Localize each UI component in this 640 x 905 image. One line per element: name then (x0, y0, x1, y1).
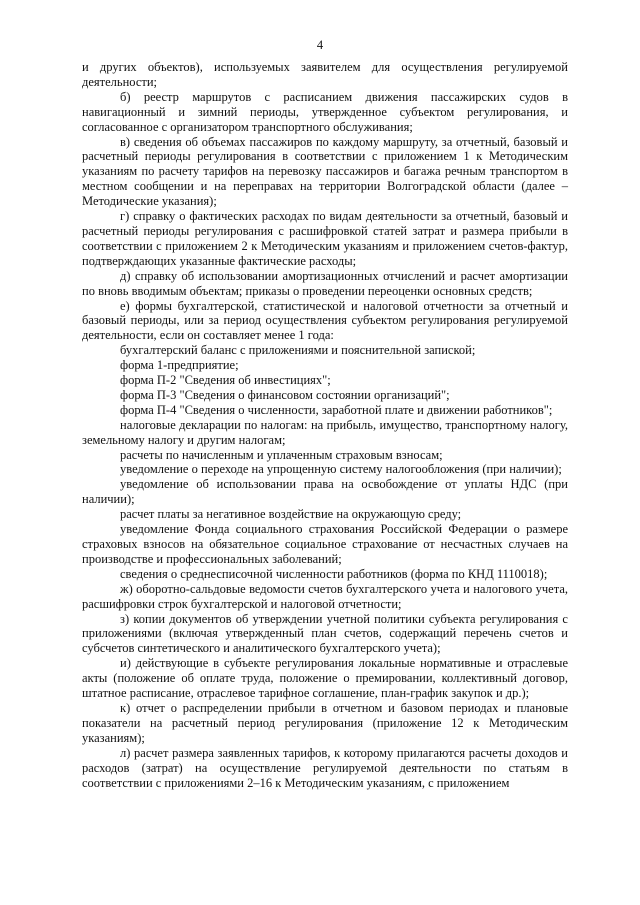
paragraph: уведомление об использовании права на освобождение от уплаты НДС (при наличии); (82, 477, 568, 507)
document-body (82, 60, 568, 790)
paragraph: форма П-2 "Сведения об инвестициях"; (120, 373, 331, 388)
paragraph: налоговые декларации по налогам: на прибыль, имущество, транспортному налогу, земельному налогу и другим налогам; (82, 417, 568, 447)
paragraph: расчеты по начисленным и уплаченным страховым взносам; (120, 447, 443, 462)
paragraph: сведения о среднесписочной численности работников (форма по КНД 1110018); (120, 566, 548, 581)
paragraph: и других объектов), используемых заявителем для осуществления регулируемой деятельности; (82, 60, 568, 89)
paragraph: г) справку о фактических расходах по видам деятельности за отчетный, базовый и расчетный периоды регулирования с расшифровкой статей затрат и размера прибыли в соответствии с приложением 2 к Методическим указаниям и приложением счетов-фактур, подтверждающих указанные фактические расходы; (82, 209, 568, 268)
paragraph: к) отчет о распределении прибыли в отчетном и базовом периодах и плановые показатели на расчетный период регулирования (приложение 12 к Методическим указаниям); (82, 700, 568, 745)
page-number: 4 (316, 38, 324, 52)
paragraph: з) копии документов об утверждении учетной политики субъекта регулирования с приложениями (включая утвержденный план счетов, содержащий перечень счетов и субсчетов синтетического и аналитического бухгалтерского учета); (82, 611, 568, 656)
paragraph: форма П-3 "Сведения о финансовом состоянии организаций"; (120, 387, 450, 402)
paragraph: л) расчет размера заявленных тарифов, к которому прилагаются расчеты доходов и расходов (затрат) на осуществление регулируемой деятельности по статьям в соответствии с приложениями 2–16 к Методическим указаниям, с приложением (82, 745, 568, 790)
paragraph: уведомление Фонда социального страхования Российской Федерации о размере страховых взносов на обязательное социальное страхование от несчастных случаев на производстве и профессиональных заболеваний; (82, 522, 568, 566)
paragraph: уведомление о переходе на упрощенную систему налогообложения (при наличии); (120, 462, 562, 477)
paragraph: и) действующие в субъекте регулирования локальные нормативные и отраслевые акты (положение об оплате труда, положение о премировании, коллективный договор, штатное расписание, отраслевое тарифное соглашение, план-график закупок и др.); (82, 656, 568, 701)
paragraph: д) справку об использовании амортизационных отчислений и расчет амортизации по вновь вводимым объектам; приказы о проведении переоценки основных средств; (82, 268, 568, 298)
paragraph: форма 1-предприятие; (120, 358, 239, 373)
paragraph: в) сведения об объемах пассажиров по каждому маршруту, за отчетный, базовый и расчетный периоды регулирования в соответствии с приложением 1 к Методическим указаниям по расчету тарифов на перевозку пассажиров и багажа речным транспортом в местном сообщении и на переправах на территории Волгоградской области (далее – Методические указания); (82, 134, 568, 209)
paragraph: бухгалтерский баланс с приложениями и пояснительной запиской; (120, 343, 476, 358)
paragraph: е) формы бухгалтерской, статистической и налоговой отчетности за отчетный и базовый периоды, или за период осуществления субъектом регулирования регулируемой деятельности, если он составляет менее 1 года: (82, 298, 568, 343)
paragraph: расчет платы за негативное воздействие на окружающую среду; (120, 507, 462, 522)
paragraph: форма П-4 "Сведения о численности, заработной плате и движении работников"; (120, 402, 553, 417)
paragraph: б) реестр маршрутов с расписанием движения пассажирских судов в навигационный и зимний периоды, утвержденное субъектом регулирования, и согласованное с организатором транспортного обслуживания; (82, 89, 568, 134)
paragraph: ж) оборотно-сальдовые ведомости счетов бухгалтерского учета и налогового учета, расшифровки строк бухгалтерской и налоговой отчетности; (82, 581, 568, 611)
